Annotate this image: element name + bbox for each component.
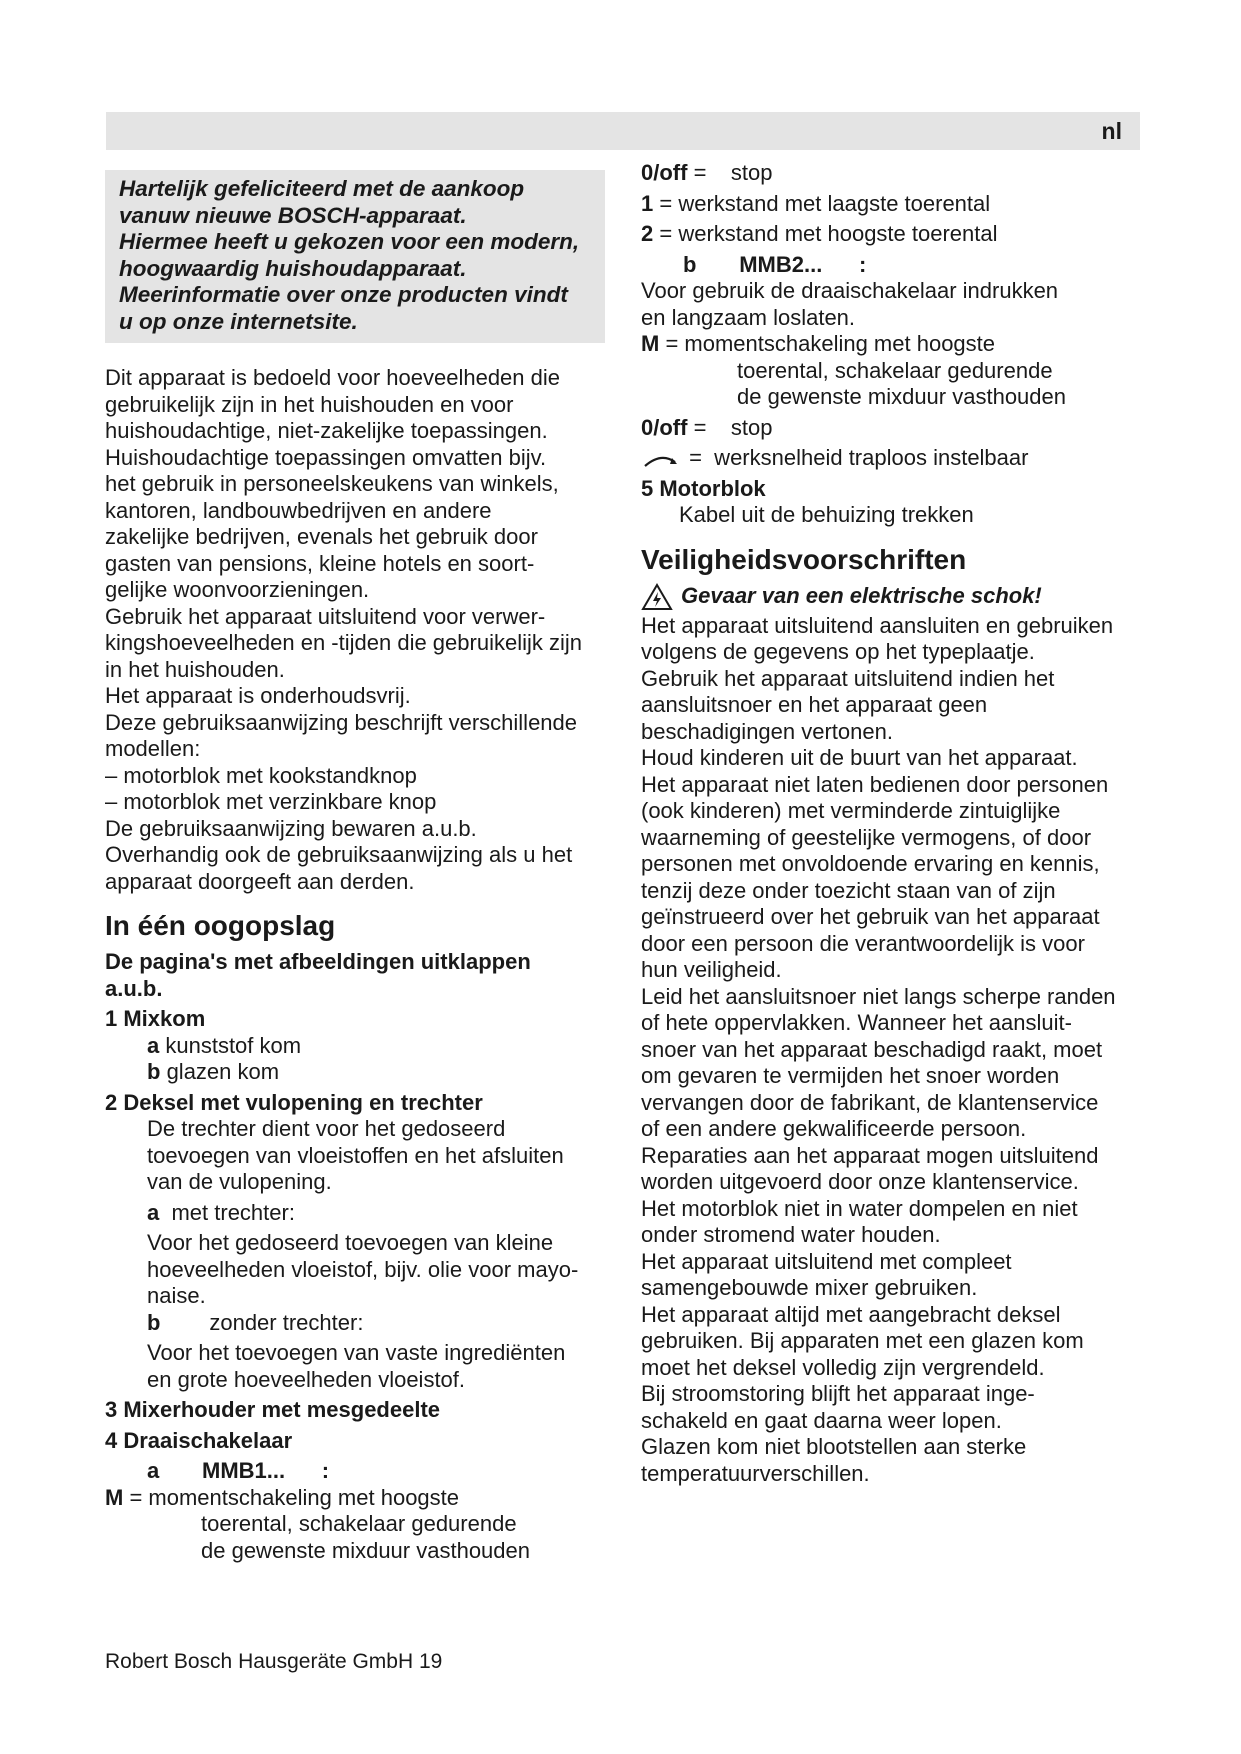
item-5-desc: Kabel uit de behuizing trekken (679, 502, 974, 527)
item-2a-desc: Voor het gedoseerd toevoegen van kleine (147, 1230, 554, 1255)
item-letter: b (147, 1309, 161, 1335)
safety-line: volgens de gegevens op het typeplaatje. (641, 639, 1035, 664)
off-key: 0/off (641, 414, 688, 440)
body-line: Overhandig ook de gebruiksaanwijzing als u het (105, 842, 573, 867)
warning-text: Gevaar van een elektrische schok! (681, 583, 1042, 609)
intro-line: Hiermee heeft u gekozen voor een modern, (119, 229, 580, 254)
safety-line: (ook kinderen) met verminderde zintuiglijke (641, 798, 1061, 823)
body-line: Dit apparaat is bedoeld voor hoeveelheden die (105, 365, 560, 390)
safety-line: worden uitgevoerd door onze klantenservice. (641, 1169, 1079, 1194)
body-line: – motorblok met verzinkbare knop (105, 789, 437, 814)
m-cont: de gewenste mixduur vasthouden (737, 384, 1066, 409)
item-2-desc: toevoegen van vloeistoffen en het afsluiten (147, 1142, 564, 1168)
safety-line: snoer van het apparaat beschadigd raakt, moet (641, 1036, 1103, 1062)
intro-line: vanuw nieuwe BOSCH-apparaat. (119, 202, 467, 228)
safety-line: tenzij deze onder toezicht staan van of zijn (641, 877, 1056, 903)
speed-arc-icon (641, 449, 683, 469)
press-note: Voor gebruik de draaischakelaar indrukken (641, 278, 1059, 303)
fold-note: a.u.b. (105, 975, 163, 1001)
body-line: Huishoudachtige toepassingen omvatten bijv. (105, 444, 547, 470)
safety-line: onder stromend water houden. (641, 1222, 941, 1247)
body-line: Deze gebruiksaanwijzing beschrijft verschillende (105, 709, 578, 735)
safety-line: aansluitsnoer en het apparaat geen (641, 692, 988, 717)
safety-line: Het motorblok niet in water dompelen en niet (641, 1195, 1078, 1221)
intro-line: u op onze internetsite. (119, 308, 358, 334)
press-note: en langzaam loslaten. (641, 304, 856, 330)
intro-line: hoogwaardig huishoudapparaat. (119, 255, 467, 281)
safety-line: Gebruik het apparaat uitsluitend indien het (641, 665, 1055, 691)
item-1-title: 1 Mixkom (105, 1006, 206, 1031)
safety-line: geïnstrueerd over het gebruik van het apparaat (641, 904, 1100, 929)
safety-line: Bij stroomstoring blijft het apparaat inge- (641, 1381, 1035, 1406)
body-line: Gebruik het apparaat uitsluitend voor verwer- (105, 603, 546, 629)
header-bar (106, 112, 1140, 150)
item-2b-desc: Voor het toevoegen van vaste ingrediënten (147, 1340, 566, 1365)
safety-line: waarneming of geestelijke vermogens, of door (641, 824, 1092, 850)
safety-line: personen met onvoldoende ervaring en kennis, (641, 851, 1100, 876)
off-text: = stop (687, 414, 773, 440)
intro-line: Hartelijk gefeliciteerd met de aankoop (119, 176, 525, 201)
safety-line: beschadigingen vertonen. (641, 718, 893, 744)
safety-line: gebruiken. Bij apparaten met een glazen kom (641, 1328, 1084, 1353)
model-a: a MMB1... : (147, 1458, 330, 1483)
safety-line: samengebouwde mixer gebruiken. (641, 1275, 978, 1300)
safety-line: Het apparaat uitsluitend met compleet (641, 1248, 1012, 1274)
item-2b (105, 1310, 605, 1337)
body-line: huishoudachtige, niet-zakelijke toepassingen. (105, 418, 548, 443)
body-line: modellen: (105, 736, 201, 761)
item-5-title: 5 Motorblok (641, 475, 766, 501)
safety-line: vervangen door de fabrikant, de klantenservice (641, 1089, 1099, 1115)
body-line: het gebruik in personeelskeukens van winkels, (105, 471, 559, 496)
pos-text: = werkstand met laagste toerental (653, 190, 991, 216)
pos-text: = werkstand met hoogste toerental (653, 221, 998, 246)
body-line: kantoren, landbouwbedrijven en andere (105, 497, 492, 523)
body-line: gelijke woonvoorzieningen. (105, 577, 370, 602)
item-letter: a (147, 1199, 160, 1225)
body-line: kingshoeveelheden en -tijden die gebruikelijk zijn (105, 630, 582, 655)
item-text: glazen kom (160, 1059, 280, 1084)
item-letter: a (147, 1032, 160, 1058)
safety-line: om gevaren te vermijden het snoer worden (641, 1063, 1060, 1088)
off-line (641, 160, 1141, 187)
item-text: zonder trechter: (160, 1309, 364, 1335)
m-cont: de gewenste mixduur vasthouden (201, 1537, 530, 1563)
safety-line: of hete oppervlakken. Wanneer het aansluit- (641, 1010, 1072, 1035)
intro-line: Meerinformatie over onze producten vindt (119, 282, 568, 307)
pos-2-line (641, 221, 1141, 248)
variable-speed-line (641, 445, 1141, 472)
safety-line: Het apparaat niet laten bedienen door personen (641, 771, 1109, 797)
m-line (641, 331, 1141, 358)
safety-line: Glazen kom niet blootstellen aan sterke (641, 1434, 1027, 1459)
safety-line: temperatuurverschillen. (641, 1460, 870, 1486)
m-key: M (105, 1484, 124, 1510)
off-key: 0/off (641, 160, 688, 185)
item-4-title: 4 Draaischakelaar (105, 1427, 293, 1453)
pos-key: 1 (641, 190, 654, 216)
body-line: zakelijke bedrijven, evenals het gebruik door (105, 524, 538, 549)
body-line: gasten van pensions, kleine hotels en soort- (105, 550, 535, 576)
safety-line: of een andere gekwalificeerde persoon. (641, 1116, 1027, 1141)
safety-line: door een persoon die verantwoordelijk is voor (641, 930, 1085, 956)
off-line (641, 415, 1141, 442)
body-line: in het huishouden. (105, 656, 285, 682)
safety-line: Het apparaat altijd met aangebracht deksel (641, 1301, 1061, 1327)
safety-title: Veiligheidsvoorschriften (641, 543, 967, 575)
safety-line: schakeld en gaat daarna weer lopen. (641, 1407, 1002, 1433)
m-cont: toerental, schakelaar gedurende (201, 1511, 517, 1536)
warning-triangle-icon (641, 583, 673, 611)
safety-line: Het apparaat uitsluitend aansluiten en gebruiken (641, 612, 1114, 638)
item-1a (105, 1033, 605, 1060)
item-text: met trechter: (159, 1199, 295, 1225)
m-line (105, 1485, 605, 1512)
item-2a-desc: naise. (147, 1283, 206, 1308)
body-line: De gebruiksaanwijzing bewaren a.u.b. (105, 815, 477, 841)
usage-text (105, 365, 605, 895)
fold-note: De pagina's met afbeeldingen uitklappen (105, 949, 531, 974)
item-2-title: 2 Deksel met vulopening en trechter (105, 1089, 483, 1115)
language-code: nl (1101, 118, 1122, 144)
safety-line: Houd kinderen uit de buurt van het apparaat. (641, 745, 1078, 770)
safety-line: Leid het aansluitsnoer niet langs scherpe randen (641, 983, 1116, 1009)
body-line: Het apparaat is onderhoudsvrij. (105, 683, 411, 708)
pos-key: 2 (641, 221, 654, 246)
left-column (105, 170, 605, 1564)
safety-line: moet het deksel volledig zijn vergrendeld. (641, 1354, 1045, 1380)
item-2a-desc: hoeveelheden vloeistof, bijv. olie voor mayo- (147, 1256, 579, 1282)
body-line: gebruikelijk zijn in het huishouden en voor (105, 391, 514, 417)
item-letter: b (147, 1059, 161, 1084)
item-2-desc: De trechter dient voor het gedoseerd (147, 1116, 506, 1141)
safety-line: hun veiligheid. (641, 957, 782, 982)
intro-box (105, 170, 605, 343)
m-key: M (641, 331, 660, 356)
page-footer: Robert Bosch Hausgeräte GmbH 19 (105, 1650, 443, 1673)
item-text: kunststof kom (159, 1032, 302, 1058)
m-text: = momentschakeling met hoogste (123, 1484, 460, 1510)
safety-text (641, 613, 1141, 1488)
variable-speed-text: = werksnelheid traploos instelbaar (683, 445, 1029, 470)
m-text: = momentschakeling met hoogste (659, 331, 996, 356)
off-text: = stop (687, 160, 773, 185)
item-1b (105, 1059, 605, 1086)
m-cont: toerental, schakelaar gedurende (737, 357, 1053, 383)
body-line: apparaat doorgeeft aan derden. (105, 868, 415, 894)
item-2-desc: van de vulopening. (147, 1169, 332, 1194)
item-2b-desc: en grote hoeveelheden vloeistof. (147, 1366, 466, 1392)
section-title: In één oogopslag (105, 910, 336, 941)
body-line: – motorblok met kookstandknop (105, 762, 417, 788)
safety-line: Reparaties aan het apparaat mogen uitsluitend (641, 1142, 1099, 1168)
warning-line (641, 583, 1141, 611)
model-b: b MMB2... : (683, 251, 867, 277)
item-3-title: 3 Mixerhouder met mesgedeelte (105, 1397, 441, 1422)
pos-1-line (641, 191, 1141, 218)
item-2a (105, 1200, 605, 1227)
right-column (641, 160, 1141, 1487)
